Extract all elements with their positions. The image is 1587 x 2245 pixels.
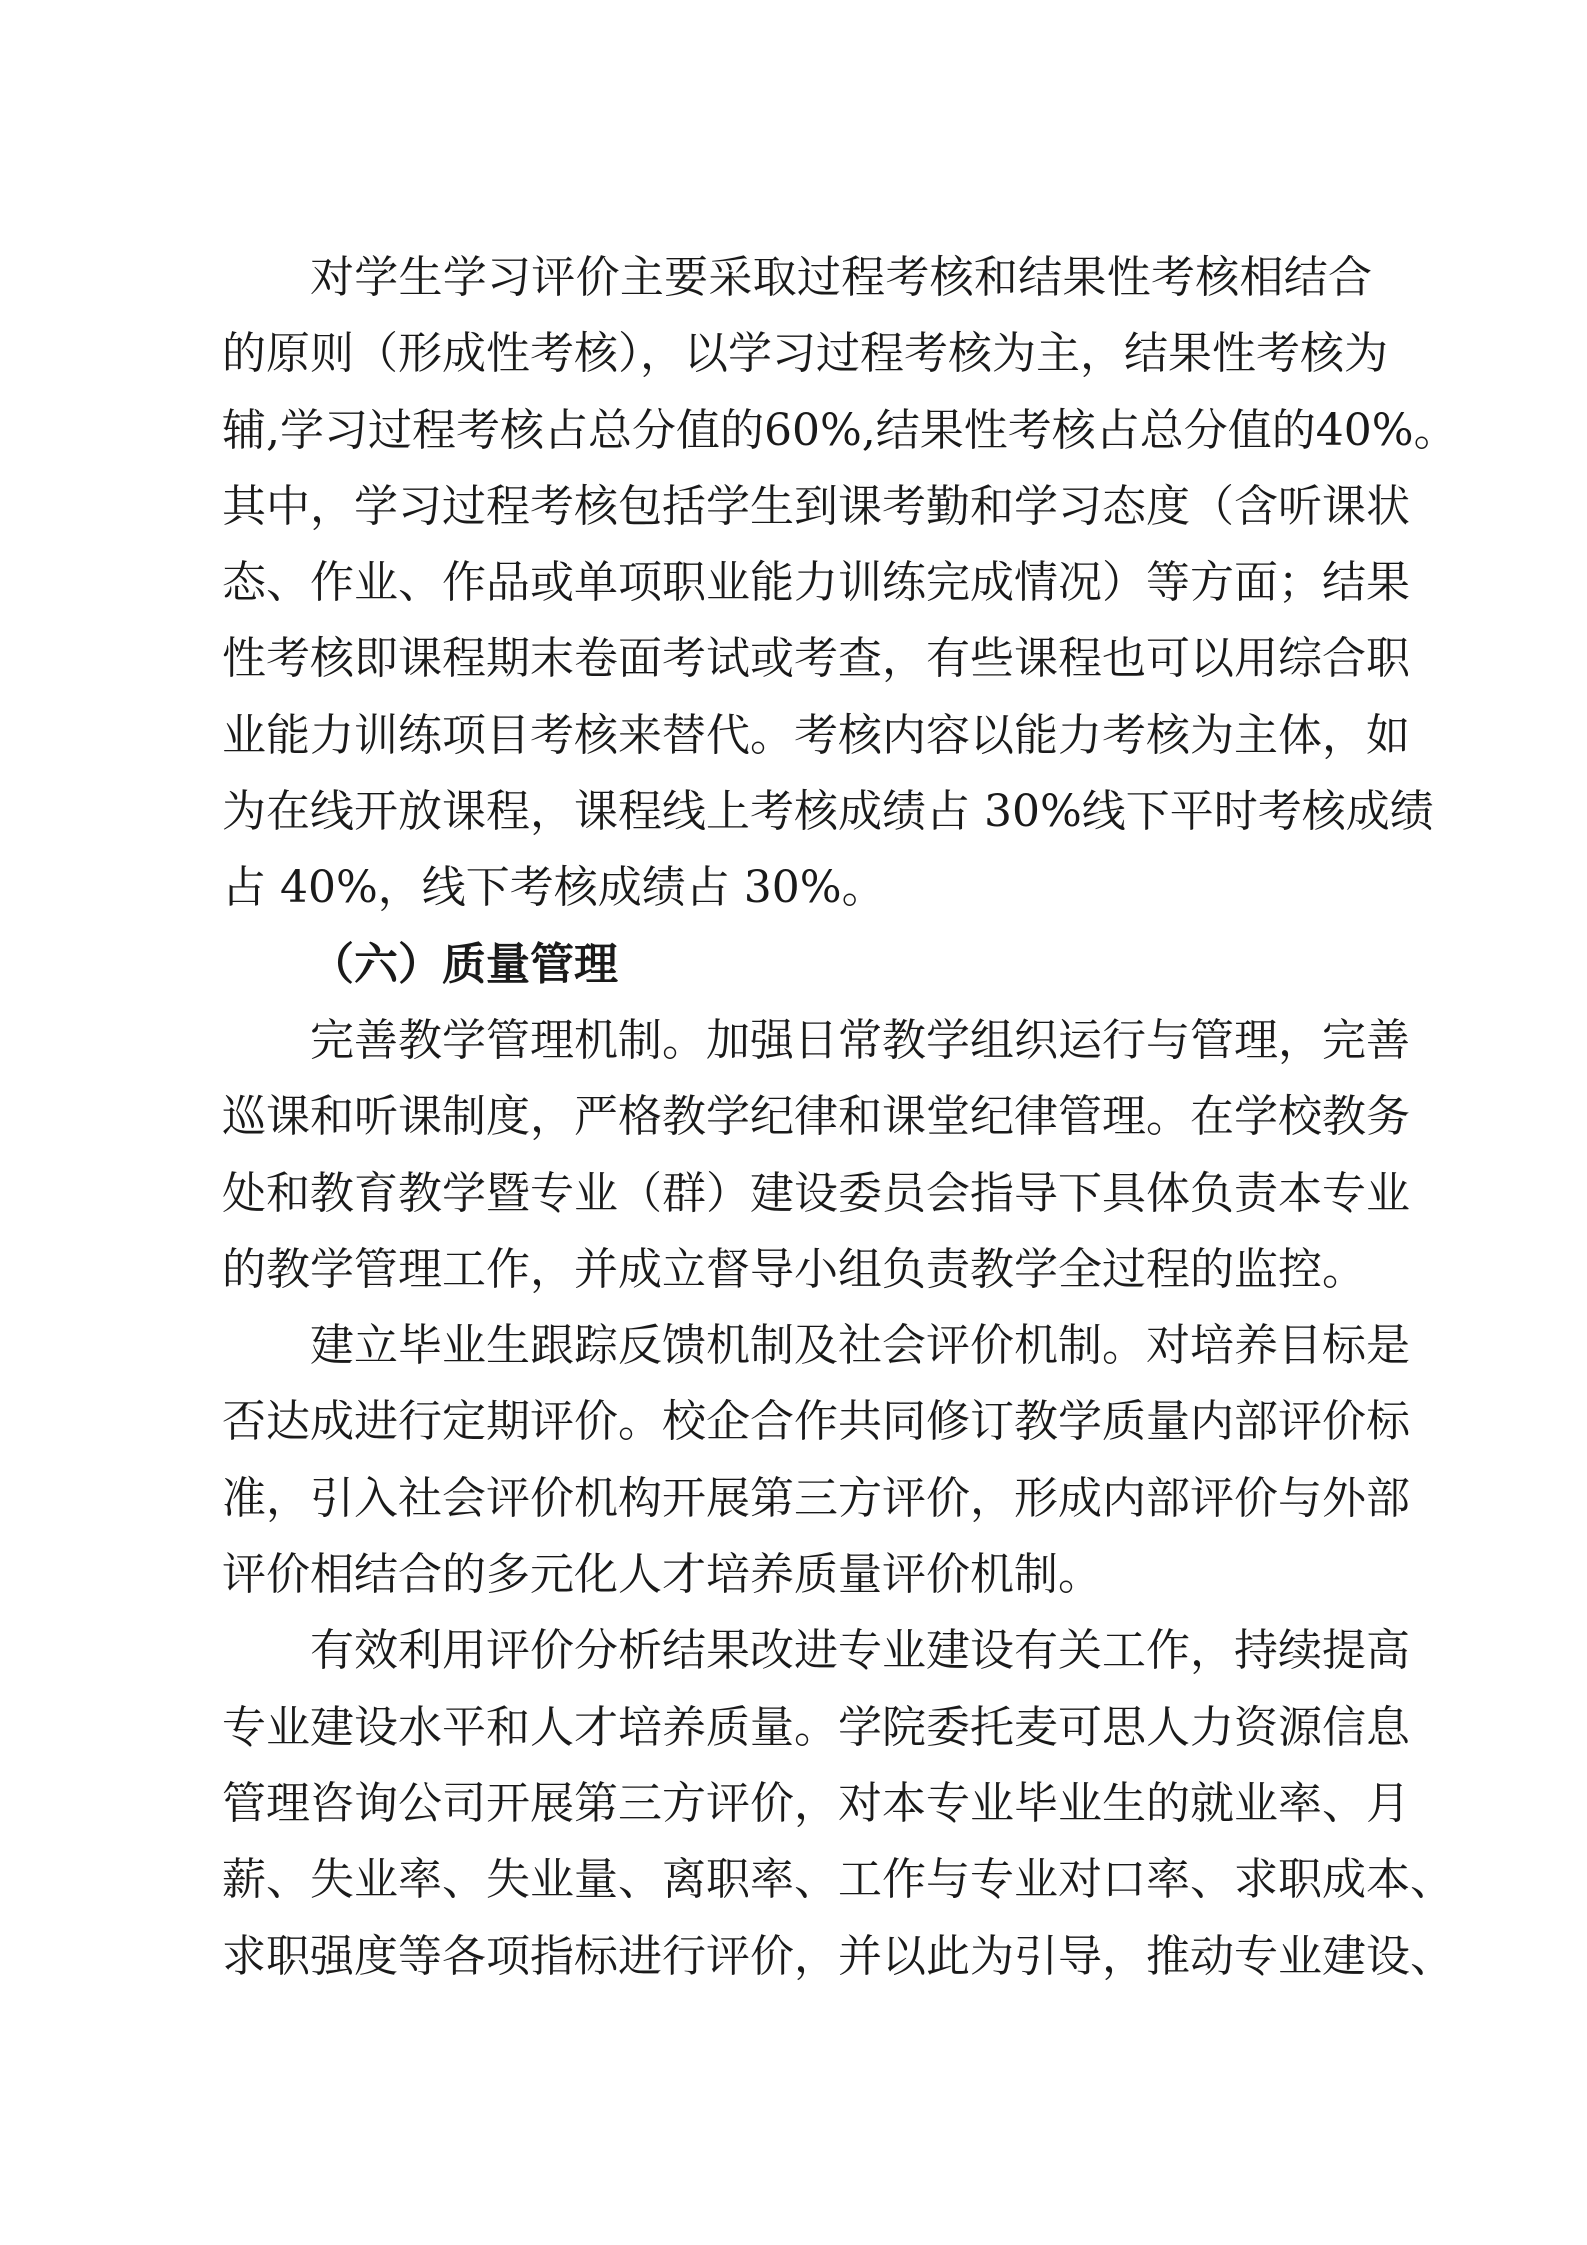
paragraph-line: 管理咨询公司开展第三方评价，对本专业毕业生的就业率、月: [222, 1777, 1410, 1829]
body-text: [222, 240, 1458, 1995]
paragraph-line: 准，引入社会评价机构开展第三方评价，形成内部评价与外部: [222, 1472, 1410, 1524]
paragraph-line: 对学生学习评价主要采取过程考核和结果性考核相结合: [310, 252, 1372, 303]
paragraph-line: 为在线开放课程，课程线上考核成绩占 30%线下平时考核成绩: [222, 786, 1434, 838]
paragraph-line: 求职强度等各项指标进行评价，并以此为引导，推动专业建设、: [222, 1930, 1454, 1982]
paragraph-line: 薪、失业率、失业量、离职率、工作与专业对口率、求职成本、: [222, 1854, 1454, 1906]
paragraph-line: 有效利用评价分析结果改进专业建设有关工作，持续提高: [310, 1625, 1410, 1677]
paragraph-line: 占 40%，线下考核成绩占 30%。: [222, 862, 886, 914]
section-heading: （六）质量管理: [310, 938, 618, 990]
paragraph-line: 完善教学管理机制。加强日常教学组织运行与管理，完善: [310, 1014, 1410, 1066]
paragraph-line: 专业建设水平和人才培养质量。学院委托麦可思人力资源信息: [222, 1701, 1410, 1753]
paragraph-line: 巡课和听课制度，严格教学纪律和课堂纪律管理。在学校教务: [222, 1091, 1410, 1143]
paragraph-line: 的教学管理工作，并成立督导小组负责教学全过程的监控。: [222, 1243, 1366, 1295]
paragraph-line: 否达成进行定期评价。校企合作共同修订教学质量内部评价标: [222, 1396, 1410, 1448]
paragraph-line: 态、作业、作品或单项职业能力训练完成情况）等方面；结果: [222, 557, 1410, 609]
paragraph-line: 其中，学习过程考核包括学生到课考勤和学习态度（含听课状: [222, 480, 1410, 532]
paragraph-line: 性考核即课程期末卷面考试或考查，有些课程也可以用综合职: [222, 633, 1410, 685]
paragraph-line: 的原则（形成性考核），以学习过程考核为主，结果性考核为: [222, 328, 1388, 380]
paragraph-line: 辅,学习过程考核占总分值的60%,结果性考核占总分值的40%。: [222, 404, 1458, 456]
paragraph-line: 处和教育教学暨专业（群）建设委员会指导下具体负责本专业: [222, 1167, 1410, 1219]
paragraph-line: 评价相结合的多元化人才培养质量评价机制。: [222, 1549, 1102, 1601]
paragraph-line: 业能力训练项目考核来替代。考核内容以能力考核为主体，如: [222, 709, 1410, 761]
paragraph-line: 建立毕业生跟踪反馈机制及社会评价机制。对培养目标是: [310, 1320, 1410, 1372]
